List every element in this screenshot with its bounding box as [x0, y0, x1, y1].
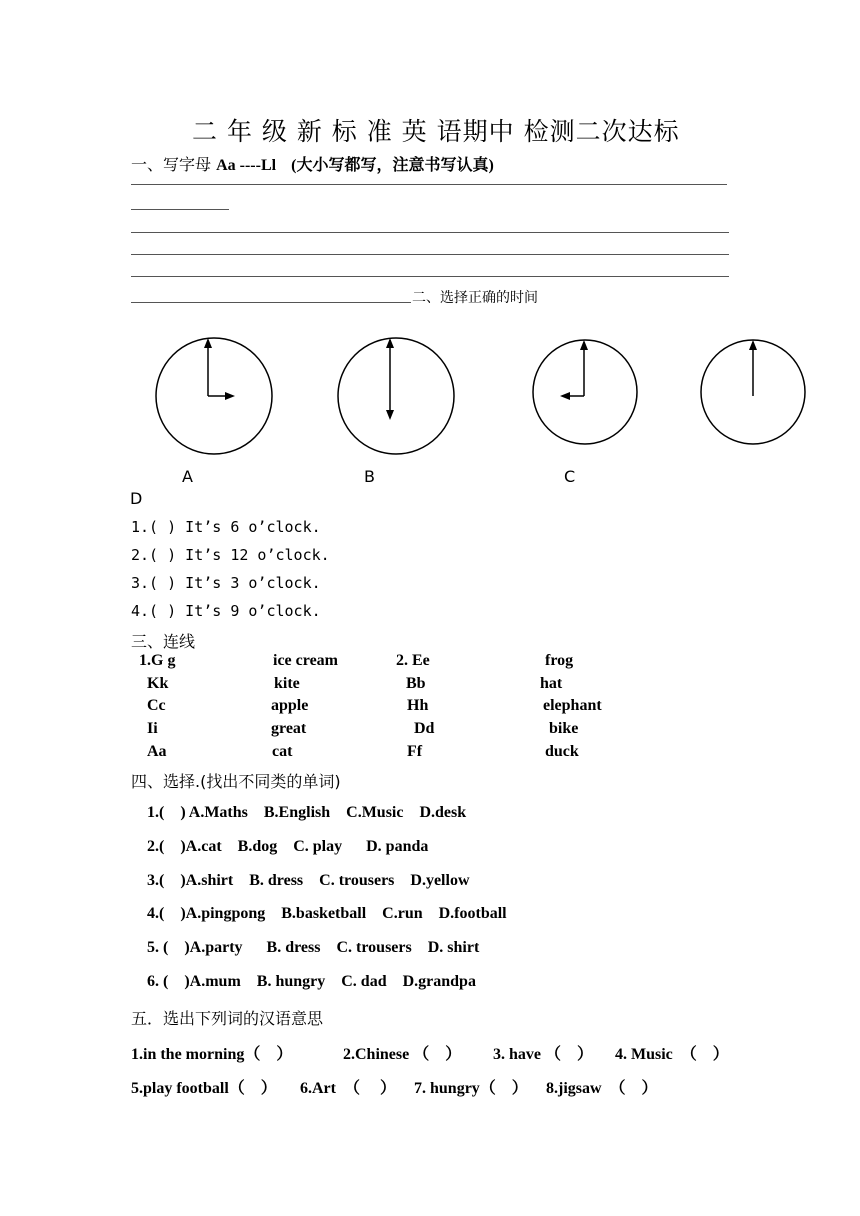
meaning-item-3[interactable]: 3. have （ ） — [493, 1046, 594, 1063]
clock-a[interactable] — [150, 336, 280, 460]
section2-heading: 二、选择正确的时间 — [412, 290, 538, 306]
meaning-item-2[interactable]: 2.Chinese （ ） — [343, 1046, 462, 1063]
choice-item-6[interactable]: 6. ( )A.mum B. hungry C. dad D.grandpa — [147, 973, 476, 990]
writing-line-3[interactable] — [131, 232, 729, 233]
meaning-item-7[interactable]: 7. hungry（ ） — [414, 1080, 528, 1097]
choice-item-3[interactable]: 3.( )A.shirt B. dress C. trousers D.yellow — [147, 872, 470, 889]
match-col1-item[interactable]: Kk — [147, 675, 169, 692]
meaning-item-5[interactable]: 5.play football（ ） — [131, 1080, 277, 1097]
match-col2-item[interactable]: apple — [271, 697, 309, 714]
meaning-item-8[interactable]: 8.jigsaw （ ） — [546, 1080, 658, 1097]
match-col3-item[interactable]: 2. Ee — [396, 652, 430, 669]
section1-heading-note: (大小写都写，注意书写认真) — [291, 157, 494, 174]
match-col1-item[interactable]: 1.G g — [139, 652, 176, 669]
clock-label-a: A — [182, 467, 193, 486]
match-col1-item[interactable]: Aa — [147, 743, 167, 760]
writing-line-5[interactable] — [131, 276, 729, 277]
section5-heading: 五．选出下列词的汉语意思 — [131, 1009, 324, 1028]
match-col4-item[interactable]: duck — [545, 743, 579, 760]
meaning-item-6[interactable]: 6.Art （ ） — [300, 1080, 396, 1097]
page-title: 二 年 级 新 标 准 英 语期中 检测二次达标 — [192, 117, 680, 146]
match-col1-item[interactable]: Cc — [147, 697, 166, 714]
section1-heading — [131, 152, 494, 175]
clock-label-b: B — [364, 467, 375, 486]
match-col4-item[interactable]: elephant — [543, 697, 602, 714]
writing-line-1[interactable] — [131, 184, 727, 185]
meaning-item-1[interactable]: 1.in the morning（ ） — [131, 1046, 293, 1063]
choice-item-1[interactable]: 1.( ) A.Maths B.English C.Music D.desk — [147, 804, 467, 821]
section3-heading: 三、连线 — [131, 632, 196, 651]
choice-item-2[interactable]: 2.( )A.cat B.dog C. play D. panda — [147, 838, 429, 855]
time-question-2: 2.( ) It’s 12 o’clock. — [131, 546, 330, 564]
match-col3-item[interactable]: Ff — [407, 743, 423, 760]
choice-item-4[interactable]: 4.( )A.pingpong B.basketball C.run D.football — [147, 905, 507, 922]
match-col1-item[interactable]: Ii — [147, 720, 158, 737]
section4-heading-text: 四、选择.(找出不同类的单词) — [131, 772, 341, 791]
time-question-1: 1.( ) It’s 6 o’clock. — [131, 518, 321, 536]
clock-label-c: C — [564, 467, 576, 486]
match-col2-item[interactable]: cat — [272, 743, 293, 760]
match-col3-item[interactable]: Dd — [414, 720, 435, 737]
match-col2-item[interactable]: ice cream — [273, 652, 338, 669]
clock-c[interactable] — [528, 336, 644, 452]
match-col4-item[interactable]: hat — [540, 675, 563, 692]
section4-heading — [131, 769, 341, 792]
meaning-item-4[interactable]: 4. Music （ ） — [615, 1046, 729, 1063]
match-col4-item[interactable]: frog — [545, 652, 574, 669]
match-col4-item[interactable]: bike — [549, 720, 579, 737]
writing-line-2[interactable] — [131, 209, 229, 210]
writing-line-6[interactable] — [131, 302, 411, 303]
clock-label-d: D — [130, 489, 143, 508]
clock-b[interactable] — [334, 336, 462, 460]
time-question-4: 4.( ) It’s 9 o’clock. — [131, 602, 321, 620]
match-col3-item[interactable]: Bb — [406, 675, 426, 692]
match-col2-item[interactable]: great — [271, 720, 307, 737]
time-question-3: 3.( ) It’s 3 o’clock. — [131, 574, 321, 592]
writing-line-4[interactable] — [131, 254, 729, 255]
choice-item-5[interactable]: 5. ( )A.party B. dress C. trousers D. shirt — [147, 939, 480, 956]
section1-heading-prefix: 一、写字母 — [131, 155, 217, 174]
clock-d[interactable] — [698, 336, 810, 450]
match-col2-item[interactable]: kite — [274, 675, 300, 692]
match-col3-item[interactable]: Hh — [407, 697, 429, 714]
section1-heading-letters: Aa ----Ll — [216, 157, 277, 174]
